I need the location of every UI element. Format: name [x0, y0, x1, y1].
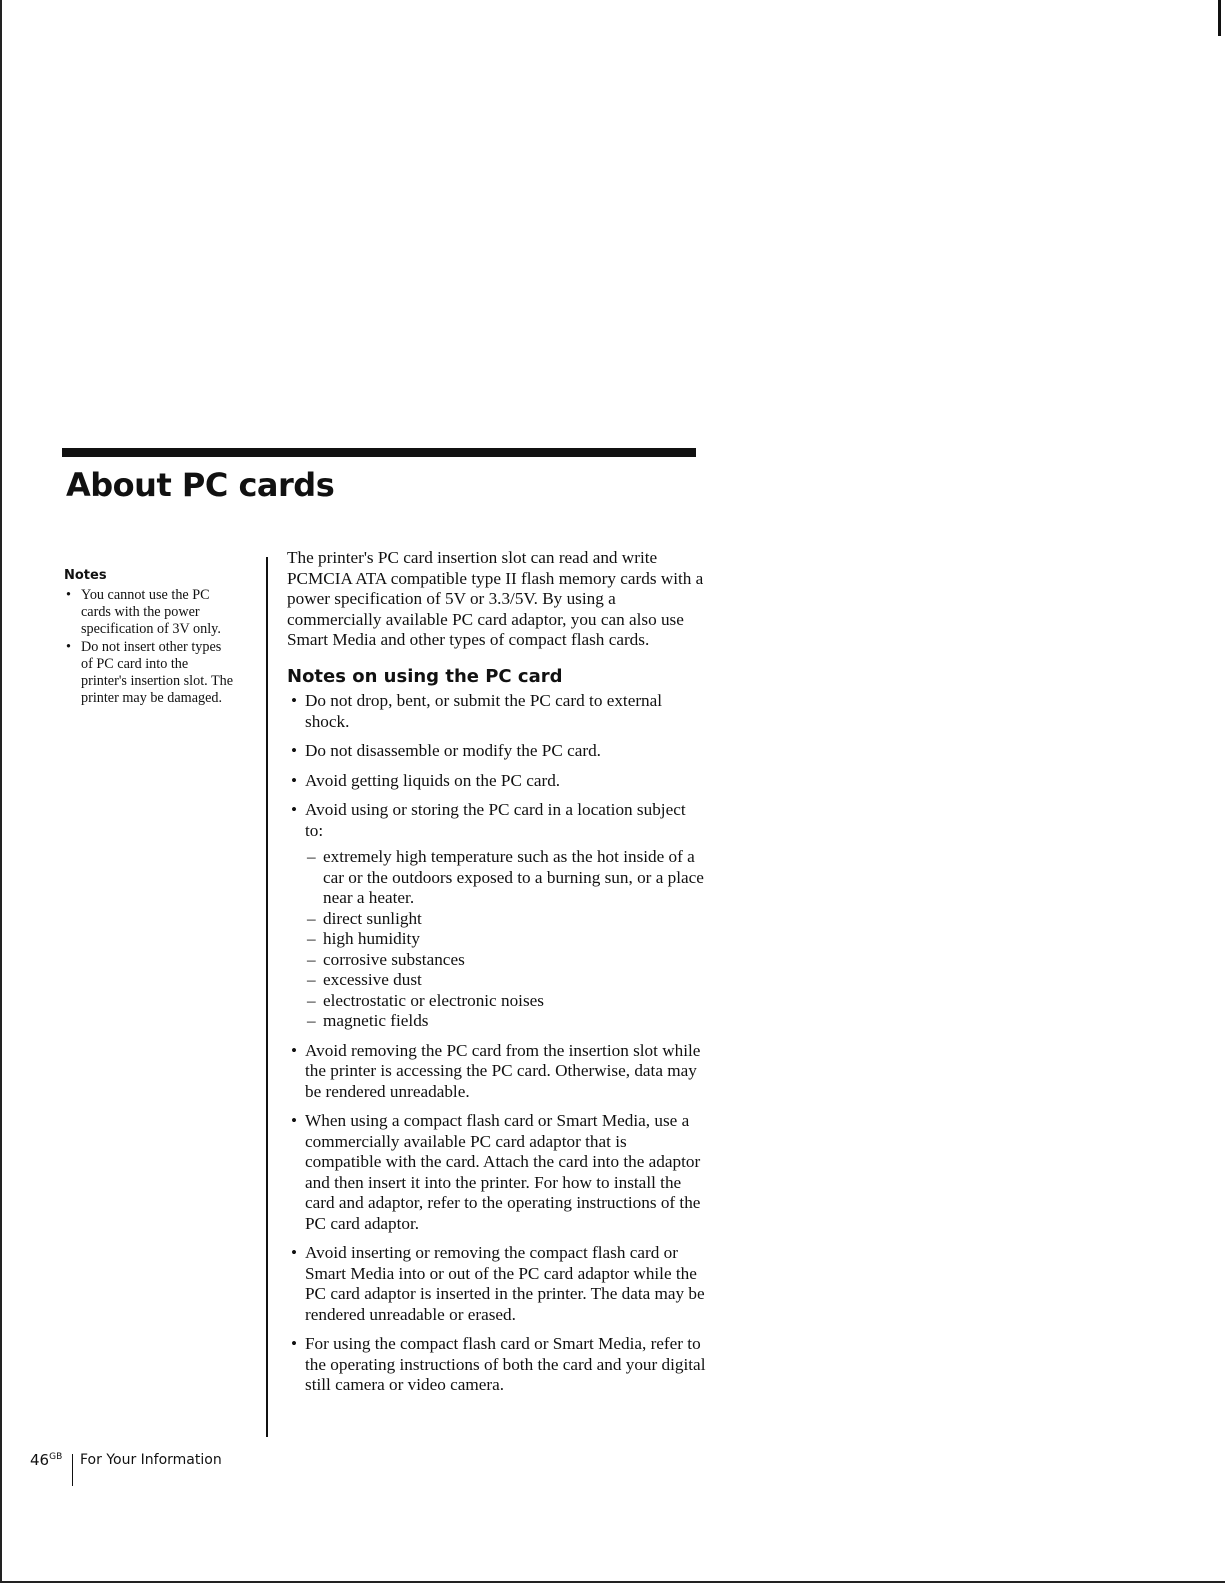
note-item [287, 1243, 707, 1325]
note-text: Avoid inserting or removing the compact flash card or Smart Media into or out of the PC card adaptor while the PC card adaptor is inserted in the printer. The data may be rendered unreadable or erased. [305, 1243, 705, 1324]
footer-divider [72, 1454, 73, 1486]
note-item [287, 771, 707, 792]
note-text: Do not disassemble or modify the PC card. [305, 741, 601, 760]
condition-item: – excessive dust [305, 970, 707, 991]
note-item [287, 1041, 707, 1103]
note-text: Do not drop, bent, or submit the PC card to external shock. [305, 691, 663, 731]
side-note-item: • You cannot use the PC cards with the power specification of 3V only. [64, 587, 234, 638]
condition-item: – extremely high temperature such as the hot inside of a car or the outdoors exposed to a burning sun, or a place near a heater. [305, 847, 707, 909]
condition-item: – electrostatic or electronic noises [305, 991, 707, 1012]
note-item [287, 1111, 707, 1234]
page-number-suffix: GB [49, 1452, 63, 1462]
note-item [287, 741, 707, 762]
notes-list [287, 691, 707, 1396]
main-column [287, 548, 707, 1405]
note-text: Avoid using or storing the PC card in a location subject to: [305, 800, 686, 840]
condition-item: – direct sunlight [305, 909, 707, 930]
note-text: When using a compact flash card or Smart Media, use a commercially available PC card adaptor that is compatible with the card. Attach the card into the adaptor and then insert it into the printer. For how to install the card and adaptor, refer to the operating instructions of the PC card adaptor. [305, 1111, 701, 1233]
condition-item: – magnetic fields [305, 1011, 707, 1032]
side-note-item: • Do not insert other types of PC card into the printer's insertion slot. The printer may be damaged. [64, 639, 234, 707]
conditions-list [305, 847, 707, 1032]
note-item [287, 691, 707, 732]
note-text: Avoid getting liquids on the PC card. [305, 770, 561, 790]
side-notes-list [64, 587, 234, 707]
title-rule [62, 448, 696, 457]
condition-item: – high humidity [305, 929, 707, 950]
page-title: About PC cards [66, 466, 335, 504]
note-text: Avoid removing the PC card from the insertion slot while the printer is accessing the PC card. Otherwise, data may be rendered unreadable. [305, 1040, 701, 1101]
note-item [287, 800, 707, 1032]
scan-corner-mark [1218, 0, 1221, 36]
note-text: For using the compact flash card or Smart Media, refer to the operating instructions of both the card and your digital still camera or video camera. [305, 1334, 706, 1394]
column-divider [266, 557, 268, 1437]
intro-paragraph: The printer's PC card insertion slot can read and write PCMCIA ATA compatible type II flash memory cards with a power specification of 5V or 3.3/5V. By using a commercially available PC card adaptor, you can also use Smart Media and other types of compact flash cards. [287, 548, 704, 649]
section-name: For Your Information [80, 1452, 222, 1468]
note-item [287, 1334, 707, 1396]
page-number-value: 46 [30, 1451, 50, 1469]
condition-item: – corrosive substances [305, 950, 707, 971]
notes-heading: Notes on using the PC card [287, 665, 563, 687]
scan-left-edge [0, 0, 2, 1583]
side-notes [64, 568, 234, 708]
page-number [30, 1451, 62, 1469]
side-notes-heading: Notes [64, 568, 107, 583]
